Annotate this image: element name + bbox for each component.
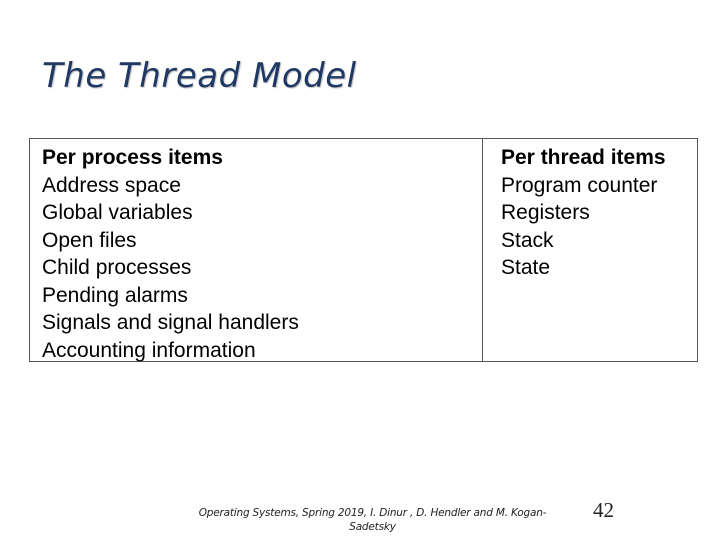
- per-process-item: Signals and signal handlers: [42, 311, 299, 334]
- footer-line-2: Sadetsky: [349, 521, 396, 533]
- slide-title: The Thread Model: [42, 56, 357, 96]
- per-process-column: [30, 139, 483, 361]
- per-process-item: Global variables: [42, 201, 193, 224]
- thread-model-table: [29, 138, 698, 362]
- per-process-item: Open files: [42, 228, 137, 252]
- per-thread-item: State: [501, 256, 551, 279]
- per-process-item: Pending alarms: [42, 283, 188, 307]
- per-process-item: Address space: [42, 173, 181, 197]
- page-number: 42: [593, 498, 614, 522]
- per-thread-item: Registers: [501, 201, 590, 224]
- per-process-header: Per process items: [42, 146, 223, 169]
- slide-footer: [180, 506, 565, 534]
- per-thread-item: Program counter: [501, 173, 658, 197]
- per-thread-header: Per thread items: [501, 146, 666, 169]
- per-process-item: Child processes: [42, 256, 192, 279]
- per-process-item: Accounting information: [42, 338, 256, 362]
- per-thread-column: [483, 139, 697, 361]
- per-thread-item: Stack: [501, 228, 554, 252]
- footer-line-1: Operating Systems, Spring 2019, I. Dinur , D. Hendler and M. Kogan-: [198, 507, 547, 519]
